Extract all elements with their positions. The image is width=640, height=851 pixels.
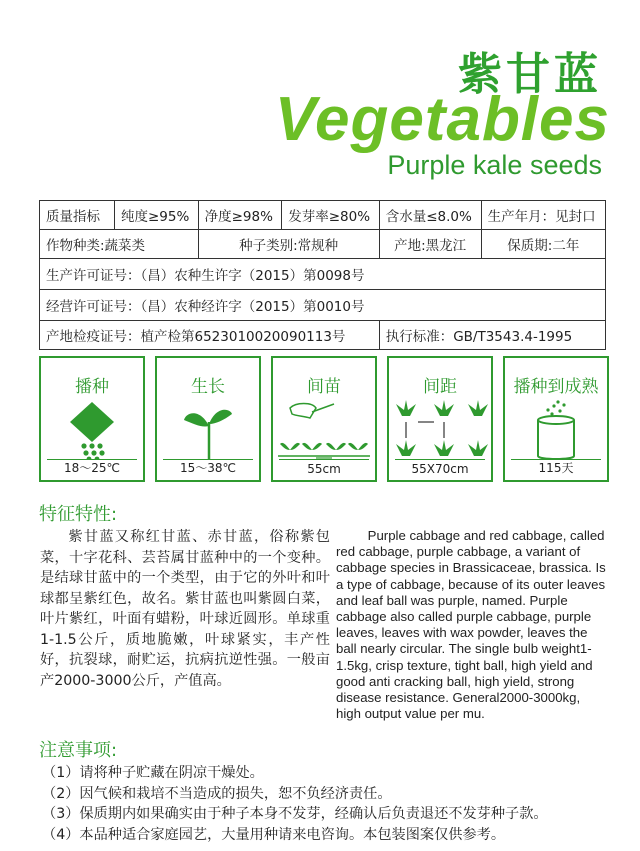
step-value: 115天 [538, 461, 574, 475]
maturity-icon [508, 398, 604, 460]
thinning-icon [276, 398, 372, 460]
shelf-life-cell: 保质期:二年 [481, 230, 605, 259]
spacing-icon [392, 398, 488, 460]
seed-class-cell: 种子类别:常规种 [198, 230, 379, 259]
production-date-cell: 生产年月：见封口 [481, 201, 605, 230]
step-title: 生长 [191, 377, 225, 397]
step-title: 播种到成熟 [513, 377, 599, 397]
spec-table [39, 200, 606, 350]
quarantine-cert: 产地检疫证号：植产检第6523010020090113号 [40, 321, 380, 350]
note-item: （1）请将种子贮藏在阴凉干燥处。 [42, 765, 264, 781]
sowing-icon [44, 398, 140, 460]
step-title: 间距 [423, 377, 457, 397]
purity-cell: 纯度≥95% [115, 201, 199, 230]
notes-heading: 注意事项: [39, 740, 118, 761]
crop-type-cell: 作物种类:蔬菜类 [40, 230, 199, 259]
business-license-row [40, 290, 606, 321]
sprout-icon [160, 398, 256, 460]
step-divider [279, 459, 369, 460]
moisture-cell: 含水量≤8.0% [379, 201, 481, 230]
growing-steps [39, 356, 609, 484]
production-license: 生产许可证号：（昌）农种生许字（2015）第0098号 [40, 259, 606, 290]
features-text-en: Purple cabbage and red cabbage, called red cabbage, purple cabbage, a variant of cabbage species in Brassicaceae, brassica. Is a type of cabbage, because of its outer leaves and leaf ball was purple, named. Purple cabbage also called purple cabbage, purple leaves, leaves with wax powder, leaves the ball nearly circular. The single bulb weight1-1.5kg, crisp texture, tight ball, high yield and good anti cracking ball, high yield, strong disease resistance. General2000-3000kg, high output value per mu. [336, 528, 606, 722]
origin-cell: 产地:黑龙江 [379, 230, 481, 259]
production-license-row [40, 259, 606, 290]
quarantine-row [40, 321, 606, 350]
features-text-cn: 紫甘蓝又称红甘蓝、赤甘蓝，俗称紫包菜，十字花科、芸苔属甘蓝种中的一个变种。是结球甘蓝中的一个类型，由于它的外叶和叶球都呈紫红色，故名。紫甘蓝也叫紫圆白菜，叶片紫红，叶面有蜡粉，叶球近圆形。单球重1-1.5公斤，质地脆嫩，叶球紧实，丰产性好，抗裂球，耐贮运，抗病抗逆性强。一般亩产2000-3000公斤，产值高。 [40, 529, 330, 689]
step-divider [395, 459, 485, 460]
notes-list [42, 763, 622, 845]
quality-row [40, 201, 606, 230]
step-maturity [503, 356, 609, 482]
germination-cell: 发芽率≥80% [282, 201, 379, 230]
step-value: 18～25℃ [63, 461, 121, 475]
note-item: （2）因气候和栽培不当造成的损失，恕不负经济责任。 [42, 785, 392, 802]
step-sowing [39, 356, 145, 482]
product-title-cn: 紫甘蓝 [458, 49, 602, 100]
product-title-en: Vegetables [274, 85, 610, 154]
step-value: 55cm [307, 462, 341, 476]
quality-label: 质量指标 [40, 201, 115, 230]
standard-cell: 执行标准：GB/T3543.4-1995 [379, 321, 605, 350]
step-thinning [271, 356, 377, 482]
features-heading: 特征特性: [39, 504, 118, 525]
crop-row [40, 230, 606, 259]
step-value: 55X70cm [411, 462, 469, 476]
step-spacing [387, 356, 493, 482]
note-item: （3）保质期内如果确实由于种子本身不发芽，经确认后负责退还不发芽种子款。 [42, 806, 548, 822]
business-license: 经营许可证号：（昌）农种经许字（2015）第0010号 [40, 290, 606, 321]
step-growth [155, 356, 261, 482]
note-item: （4）本品种适合家庭园艺，大量用种请来电咨询。本包装图案仅供参考。 [42, 826, 506, 843]
step-title: 播种 [75, 377, 109, 397]
step-value: 15～38℃ [179, 461, 237, 475]
product-subtitle: Purple kale seeds [387, 150, 602, 180]
cleanliness-cell: 净度≥98% [198, 201, 282, 230]
step-title: 间苗 [307, 377, 341, 397]
